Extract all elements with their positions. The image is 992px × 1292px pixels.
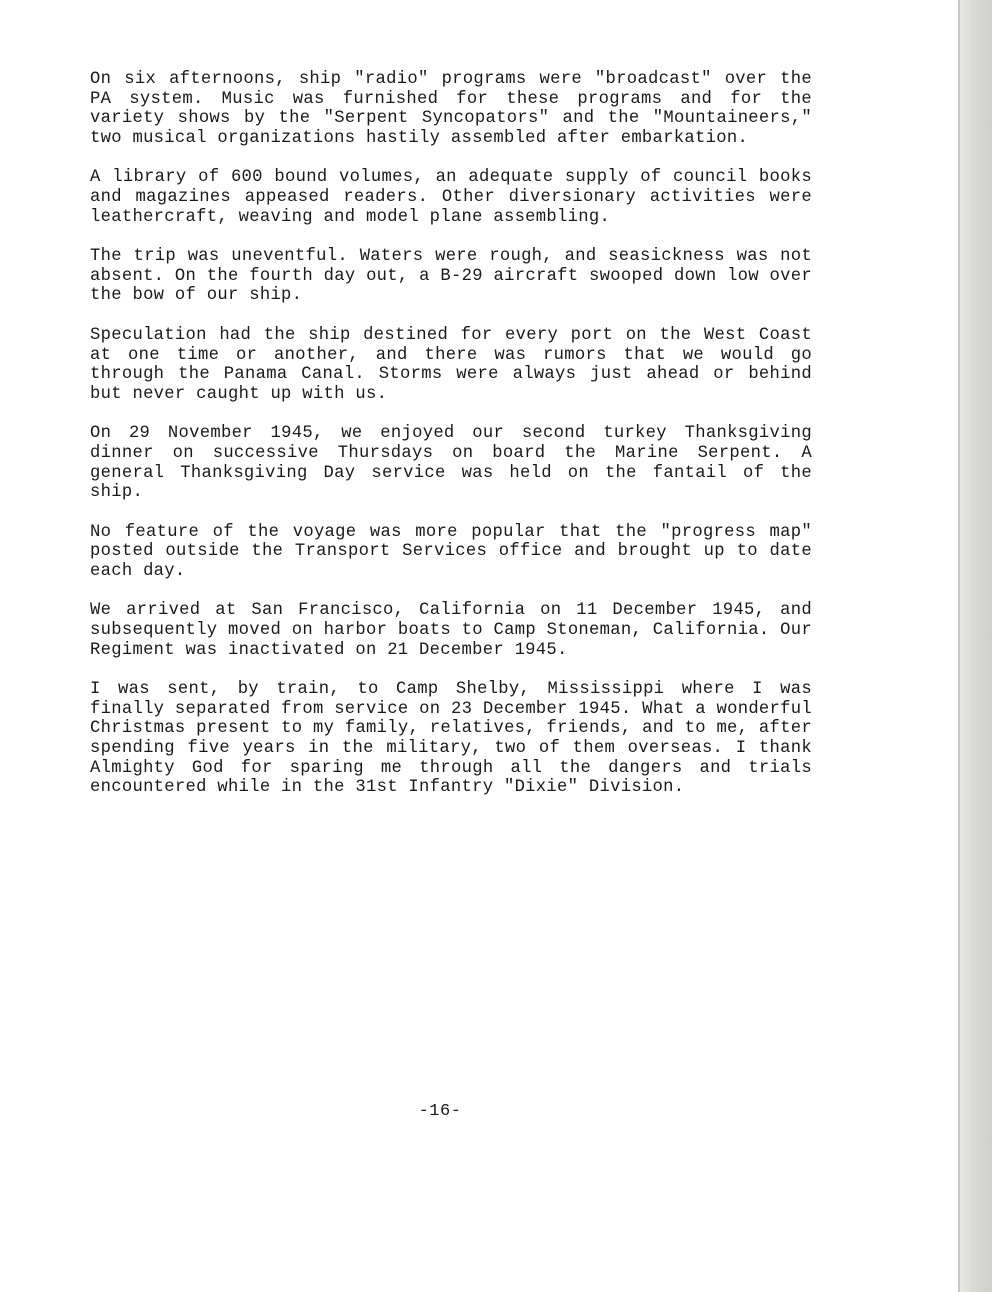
document-body [90,70,812,818]
paragraph-arrival: We arrived at San Francisco, California on 11 December 1945, and subsequently moved on harbor boats to Camp Stoneman, California. Our Regiment was inactivated on 21 December 1945. [90,601,812,660]
paragraph-separation: I was sent, by train, to Camp Shelby, Mississippi where I was finally separated from service on 23 December 1945. What a wonderful Christmas present to my family, relatives, friends, and to me, after spending five years in the military, two of them overseas. I thank Almighty God for sparing me through all the dangers and trials encountered while in the 31st Infantry "Dixie" Division. [90,680,812,798]
paragraph-thanksgiving: On 29 November 1945, we enjoyed our second turkey Thanksgiving dinner on successive Thursdays on board the Marine Serpent. A general Thanksgiving Day service was held on the fantail of the ship. [90,424,812,503]
page-number: -16- [418,1102,462,1121]
paragraph-ship-radio: On six afternoons, ship "radio" programs were "broadcast" over the PA system. Music was furnished for these programs and for the variety shows by the "Serpent Syncopators" and the "Mountaineers," two musical organizations hastily assembled after embarkation. [90,70,812,148]
paragraph-trip: The trip was uneventful. Waters were rough, and seasickness was not absent. On the fourth day out, a B-29 aircraft swooped down low over the bow of our ship. [90,247,812,306]
paragraph-library: A library of 600 bound volumes, an adequate supply of council books and magazines appeased readers. Other diversionary activities were leathercraft, weaving and model plane assembling. [90,168,812,227]
page-edge-shadow [960,0,992,1292]
paragraph-progress-map: No feature of the voyage was more popular that the "progress map" posted outside the Transport Services office and brought up to date each day. [90,522,812,581]
paragraph-speculation: Speculation had the ship destined for every port on the West Coast at one time or another, and there was rumors that we would go through the Panama Canal. Storms were always just ahead or behind but never caught up with us. [90,325,812,404]
